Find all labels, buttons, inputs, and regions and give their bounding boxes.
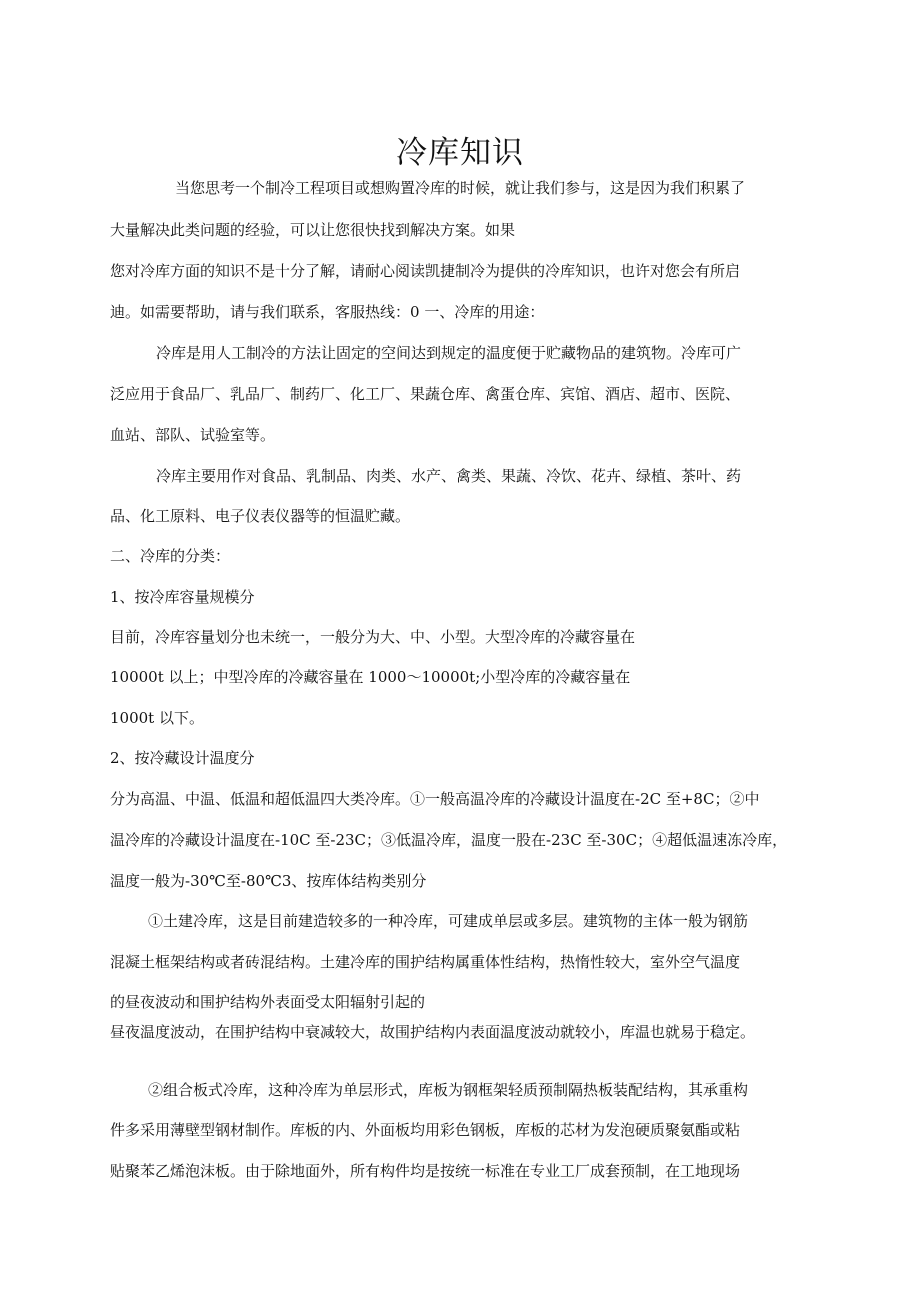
paragraph-line: 您对冷库方面的知识不是十分了解，请耐心阅读凯捷制冷为提供的冷库知识，也许对您会有所启	[110, 262, 741, 280]
paragraph-line: 10000t 以上；中型冷库的冷藏容量在 1000～10000t;小型冷库的冷藏容量在	[110, 668, 631, 686]
paragraph-line: 品、化工原料、电子仪表仪器等的恒温贮藏。	[110, 507, 411, 525]
paragraph-line: 温度一般为-30℃至-80℃3、按库体结构类别分	[110, 872, 427, 890]
paragraph-line: 件多采用薄壁型钢材制作。库板的内、外面板均用彩色钢板，库板的芯材为发泡硬质聚氨酯或粘	[110, 1121, 741, 1139]
paragraph-line: 大量解决此类问题的经验，可以让您很快找到解决方案。如果	[110, 221, 516, 239]
paragraph-line: 1000t 以下。	[110, 709, 204, 727]
paragraph-line: 混凝土框架结构或者砖混结构。土建冷库的围护结构属重体性结构，热惰性较大，室外空气温度	[110, 953, 741, 971]
subsection-heading: 1、按冷库容量规模分	[110, 588, 255, 606]
paragraph-line: 昼夜温度波动，在围护结构中衰减较大，故围护结构内表面温度波动就较小，库温也就易于稳定。	[110, 1023, 756, 1041]
paragraph-line: 分为高温、中温、低温和超低温四大类冷库。①一般高温冷库的冷藏设计温度在-2C 至+8C；②中	[110, 790, 760, 808]
paragraph-line: 的昼夜波动和围护结构外表面受太阳辐射引起的	[110, 993, 426, 1011]
paragraph-line: 当您思考一个制冷工程项目或想购置冷库的时候，就让我们参与，这是因为我们积累了	[175, 179, 746, 197]
section-heading: 二、冷库的分类：	[110, 547, 231, 565]
paragraph-line: 泛应用于食品厂、乳品厂、制药厂、化工厂、果蔬仓库、禽蛋仓库、宾馆、酒店、超市、医院、	[110, 385, 741, 403]
paragraph-line: 冷库是用人工制冷的方法让固定的空间达到规定的温度便于贮藏物品的建筑物。冷库可广	[156, 344, 742, 362]
paragraph-line: 血站、部队、试验室等。	[110, 426, 276, 444]
paragraph-line: 贴聚苯乙烯泡沫板。由于除地面外，所有构件均是按统一标准在专业工厂成套预制，在工地现场	[110, 1162, 741, 1180]
subsection-heading: 2、按冷藏设计温度分	[110, 749, 255, 767]
paragraph-line: ②组合板式冷库，这种冷库为单层形式，库板为钢框架轻质预制隔热板装配结构，其承重构	[148, 1081, 749, 1099]
paragraph-line: 迪。如需要帮助，请与我们联系，客服热线：0 一、冷库的用途：	[110, 303, 545, 321]
paragraph-line: 目前，冷库容量划分也未统一，一般分为大、中、小型。大型冷库的冷藏容量在	[110, 628, 636, 646]
paragraph-line: 温冷库的冷藏设计温度在-10C 至-23C；③低温冷库，温度一股在-23C 至-30C；④超低温速冻冷库，	[110, 831, 788, 849]
paragraph-line: 冷库主要用作对食品、乳制品、肉类、水产、禽类、果蔬、冷饮、花卉、绿植、茶叶、药	[156, 467, 742, 485]
paragraph-line: ①土建冷库，这是目前建造较多的一种冷库，可建成单层或多层。建筑物的主体一般为钢筋	[148, 912, 749, 930]
document-title: 冷库知识	[396, 134, 524, 171]
